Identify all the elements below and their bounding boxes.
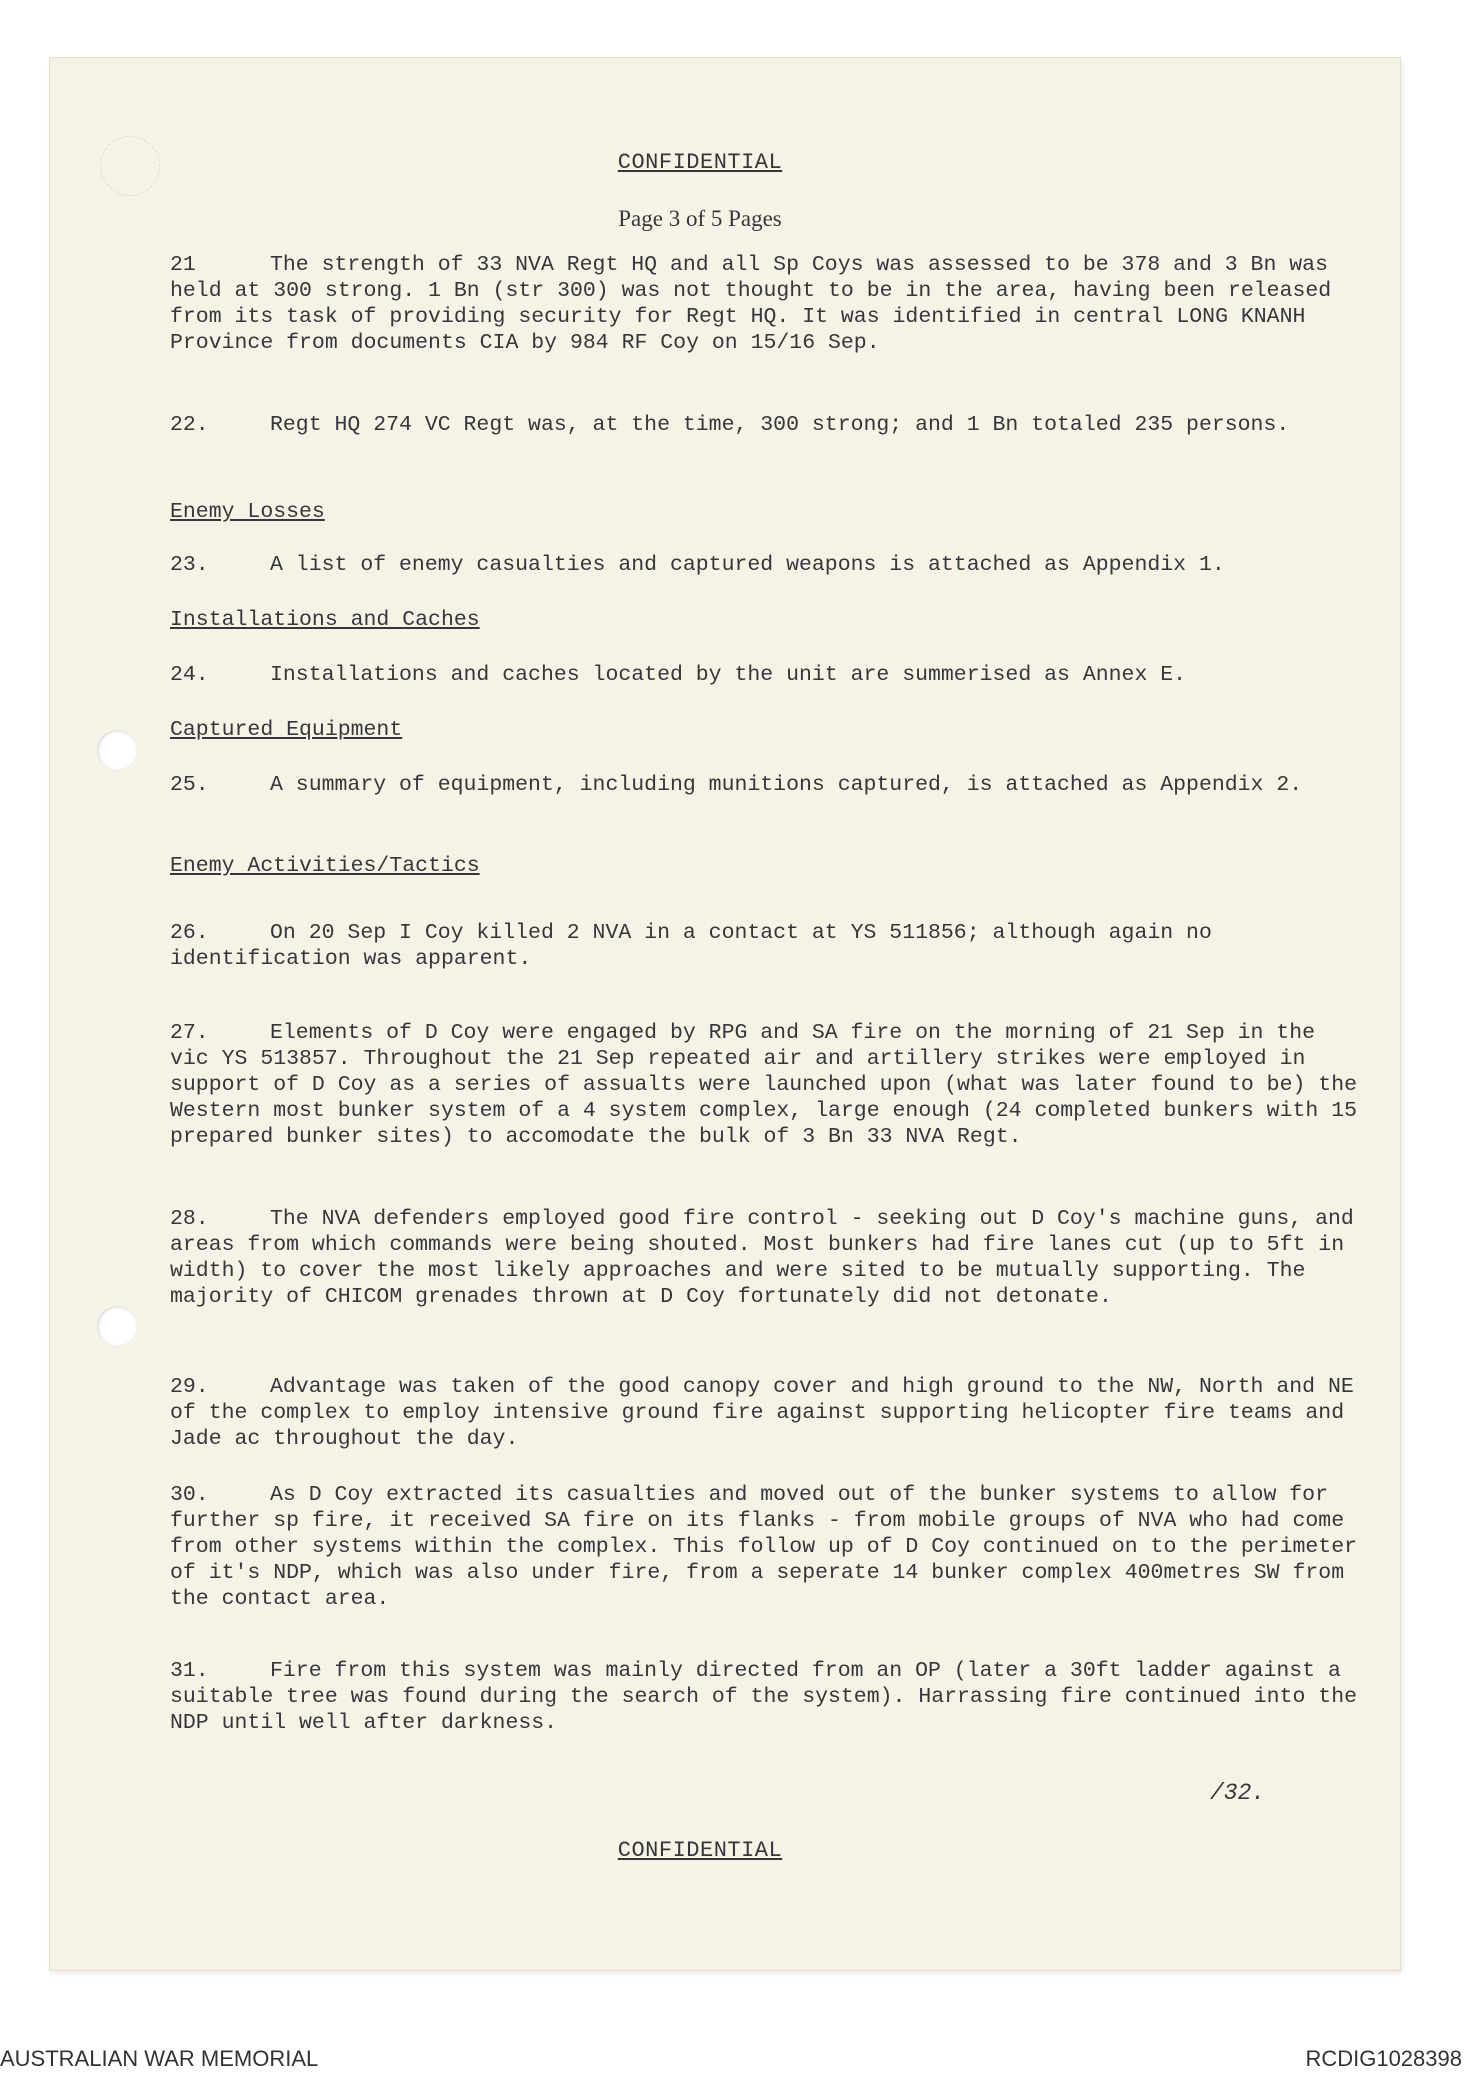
paragraph-text: Advantage was taken of the good canopy cover and high ground to the NW, North and NE of the complex to employ intensive ground fire against supporting helicopter fire teams and Jade ac throughout the day. [170,1375,1354,1451]
paragraph-number: 30. [170,1483,209,1507]
paragraph-number: 29. [170,1375,209,1399]
paragraph-29 [170,1374,1365,1452]
paragraph-27 [170,1020,1365,1150]
paragraph-number: 21 [170,253,196,277]
embossed-seal [100,136,160,196]
paragraph-31 [170,1658,1365,1736]
paragraph-text: A summary of equipment, including munitions captured, is attached as Appendix 2. [270,773,1303,797]
paragraph-30 [170,1482,1365,1612]
paragraph-23 [170,552,1365,578]
paragraph-text: Installations and caches located by the unit are summerised as Annex E. [270,663,1187,687]
heading-installations: Installations and Caches [170,608,480,632]
paragraph-26 [170,920,1365,972]
paragraph-number: 24. [170,663,209,687]
paragraph-22 [170,412,1365,438]
paragraph-number: 25. [170,773,209,797]
paragraph-text: On 20 Sep I Coy killed 2 NVA in a contact at YS 511856; although again no identification was apparent. [170,921,1212,971]
paragraph-text: Regt HQ 274 VC Regt was, at the time, 300 strong; and 1 Bn totaled 235 persons. [270,413,1290,437]
heading-captured-equipment: Captured Equipment [170,718,403,742]
heading-enemy-losses: Enemy Losses [170,500,325,524]
paragraph-text: A list of enemy casualties and captured weapons is attached as Appendix 1. [270,553,1225,577]
paragraph-number: 31. [170,1659,209,1683]
heading-enemy-activities: Enemy Activities/Tactics [170,854,480,878]
paragraph-text: Elements of D Coy were engaged by RPG and SA fire on the morning of 21 Sep in the vic YS 513857. Throughout the 21 Sep repeated air and artillery strikes were employed in support of D Coy as a series of assualts were launched upon (what was later found to be) the Western most bunker system of a 4 system complex, large enough (24 completed bunkers with 15 prepared bunker sites) to accomodate the bulk of 3 Bn 33 NVA Regt. [170,1021,1357,1149]
paragraph-text: The strength of 33 NVA Regt HQ and all Sp Coys was assessed to be 378 and 3 Bn was held at 300 strong. 1 Bn (str 300) was not thought to be in the area, having been released from its task of providing security for Regt HQ. It was identified in central LONG KNANH Province from documents CIA by 984 RF Coy on 15/16 Sep. [170,253,1332,355]
paragraph-number: 27. [170,1021,209,1045]
punch-hole-bottom [97,1306,137,1346]
continuation-marker: /32. [1210,1780,1266,1806]
classification-top: CONFIDENTIAL [617,150,783,175]
paragraph-text: As D Coy extracted its casualties and moved out of the bunker systems to allow for further sp fire, it received SA fire on its flanks - from mobile groups of NVA who had come from other systems within the complex. This follow up of D Coy continued on to the perimeter of it's NDP, which was also under fire, from a seperate 14 bunker complex 400metres SW from the contact area. [170,1483,1357,1611]
paragraph-21 [170,252,1365,356]
classification-bottom: CONFIDENTIAL [617,1838,783,1863]
archive-footer-right: RCDIG1028398 [1305,2046,1462,2071]
page-info: Page 3 of 5 Pages [618,206,782,231]
paragraph-text: The NVA defenders employed good fire control - seeking out D Coy's machine guns, and areas from which commands were being shouted. Most bunkers had fire lanes cut (up to 5ft in width) to cover the most likely approaches and were sited to be mutually supporting. The majority of CHICOM grenades thrown at D Coy fortunately did not detonate. [170,1207,1354,1309]
paragraph-number: 22. [170,413,209,437]
paragraph-24 [170,662,1365,688]
paragraph-number: 26. [170,921,209,945]
paragraph-number: 23. [170,553,209,577]
paragraph-number: 28. [170,1207,209,1231]
punch-hole-top [97,730,137,770]
paragraph-text: Fire from this system was mainly directed from an OP (later a 30ft ladder against a suitable tree was found during the search of the system). Harrassing fire continued into the NDP until well after darkness. [170,1659,1357,1735]
paragraph-28 [170,1206,1365,1310]
paragraph-25 [170,772,1365,798]
archive-footer-left: AUSTRALIAN WAR MEMORIAL [0,2046,319,2071]
